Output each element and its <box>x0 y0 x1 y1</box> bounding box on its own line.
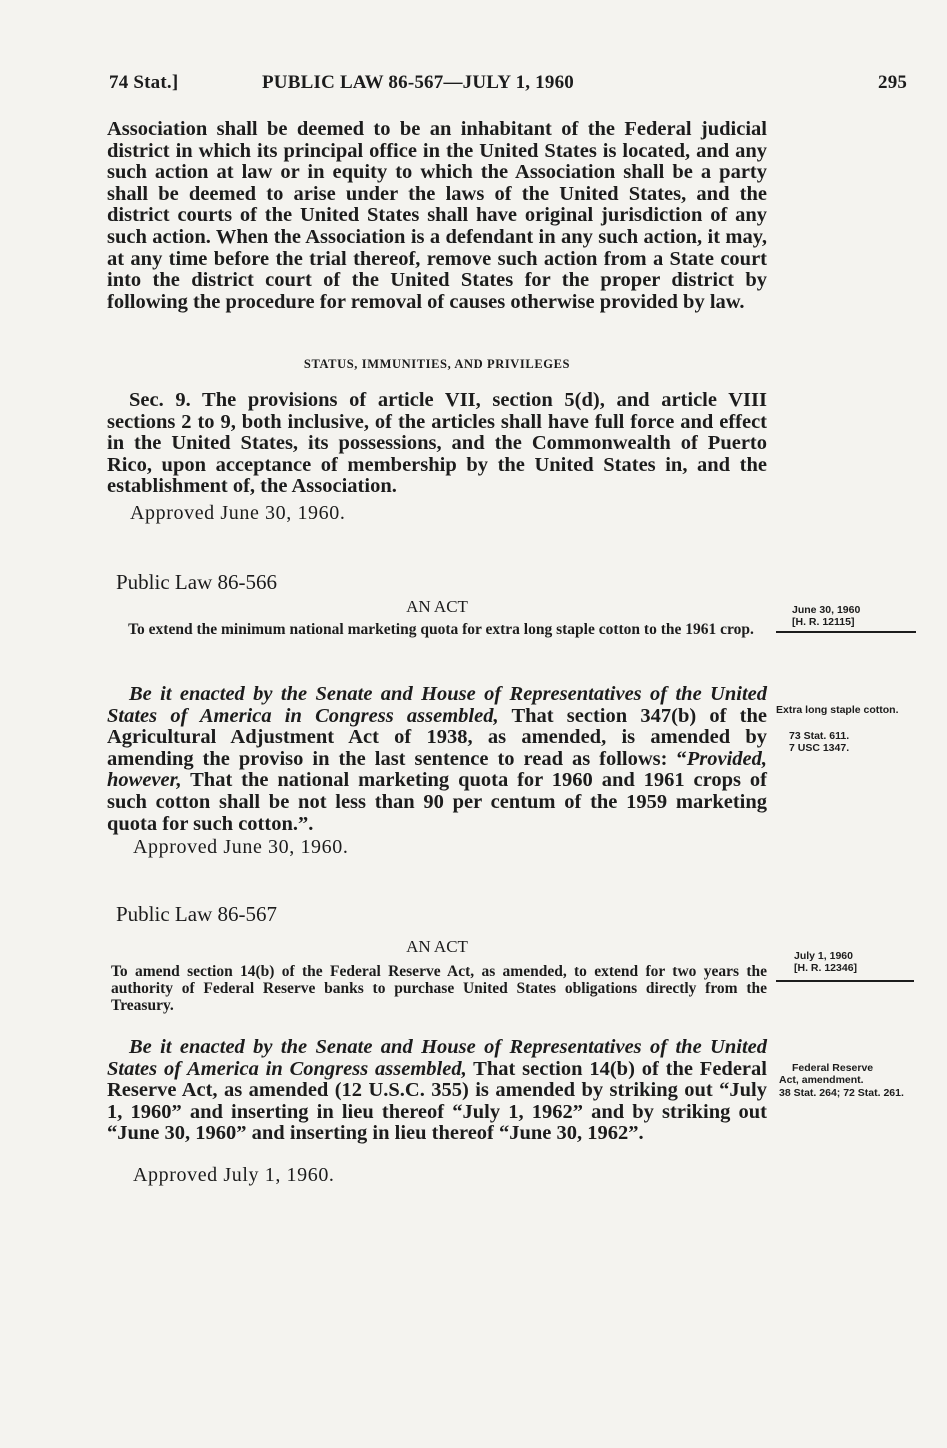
volume-citation: 74 Stat.] <box>109 72 179 93</box>
law-566-body-1: That section 347(b) of the Agricultural Adjustment Act of 1938, as amended, is amended by amending the proviso in the last sentence to read as follows: “ <box>107 704 767 770</box>
law-567-body-text: That section 14(b) of the Federal Reserve Act, as amended (12 U.S.C. 355) is amended by striking out “July 1, 1960” and inserting in lieu thereof “July 1, 1962” and by striking out “June 30, 1960” and inserting in lieu thereof “June 30, 1962”. <box>107 1057 767 1145</box>
law-567-text <box>107 1037 767 1145</box>
law-567-margin-bill: [H. R. 12346] <box>794 962 858 974</box>
law-567-margin-date: July 1, 1960 <box>794 950 853 962</box>
law-567-enacting-clause: Be it enacted by the Senate and House of Representatives of the United States of America in Congress assembled, <box>107 1036 767 1080</box>
law-567-title: Public Law 86-567 <box>116 902 277 926</box>
law-567-margin-topic-1: Federal Reserve <box>792 1062 874 1074</box>
approved-line-3: Approved July 1, 1960. <box>133 1164 335 1186</box>
law-567-margin-topic-2: Act, amendment. <box>779 1074 864 1086</box>
law-566-margin-topic: Extra long staple cotton. <box>776 704 899 716</box>
law-566-text <box>107 684 767 835</box>
law-567-margin-cite: 38 Stat. 264; 72 Stat. 261. <box>779 1087 904 1099</box>
approved-line-2: Approved June 30, 1960. <box>133 836 349 858</box>
law-566-margin-rule <box>776 631 916 633</box>
law-567-margin-rule <box>776 980 914 982</box>
sec9-paragraph <box>107 390 767 498</box>
law-566-margin-bill: [H. R. 12115] <box>792 616 855 628</box>
law-566-purpose: To extend the minimum national marketing quota for extra long staple cotton to the 1961 crop. <box>128 621 754 638</box>
continuation-paragraph <box>107 119 767 313</box>
law-567-body <box>107 1037 767 1145</box>
law-567-purpose: To amend section 14(b) of the Federal Reserve Act, as amended, to extend for two years the authority of Federal Reserve banks to purchase United States obligations directly from the Treasury. <box>111 963 767 1014</box>
law-566-body-2: That the national marketing quota for 1960 and 1961 crops of such cotton shall be not less than 90 per centum of the 1959 marketing quota for such cotton.”. <box>107 769 767 835</box>
section-heading: STATUS, IMMUNITIES, AND PRIVILEGES <box>303 357 571 371</box>
continuation-text: Association shall be deemed to be an inhabitant of the Federal judicial district in which its principal office in the United States is located, and any such action at law or in equity to which the Association shall be a party shall be deemed to arise under the laws of the United States, and the district courts of the United States shall have original jurisdiction of any such action. When the Association is a defendant in any such action, it may, at any time before the trial thereof, remove such action from a State court into the district court of the United States for the proper district by following the procedure for removal of causes otherwise provided by law. <box>107 118 767 313</box>
law-566-title: Public Law 86-566 <box>116 570 277 594</box>
law-567-purpose-box <box>111 963 767 1014</box>
approved-line-1: Approved June 30, 1960. <box>130 502 346 524</box>
page-number: 295 <box>878 72 908 93</box>
law-566-margin-cite-2: 7 USC 1347. <box>789 742 850 754</box>
law-566-proviso: Provided, however, <box>107 747 767 792</box>
law-566-an-act: AN ACT <box>406 597 468 616</box>
running-title: PUBLIC LAW 86-567—JULY 1, 1960 <box>262 72 574 93</box>
law-567-an-act: AN ACT <box>406 937 468 956</box>
law-566-margin-cite-1: 73 Stat. 611. <box>789 730 850 742</box>
law-566-margin-date: June 30, 1960 <box>792 604 861 616</box>
sec9-text: Sec. 9. The provisions of article VII, section 5(d), and article VIII sections 2 to 9, both inclusive, of the articles shall have full force and effect in the United States, its possessions, and the Commonwealth of Puerto Rico, upon acceptance of membership by the United States in, and the establishment of, the Association. <box>107 389 767 498</box>
law-566-enacting-clause: Be it enacted by the Senate and House of Representatives of the United States of America in Congress assembled, <box>107 683 767 727</box>
law-566-body <box>107 684 767 835</box>
